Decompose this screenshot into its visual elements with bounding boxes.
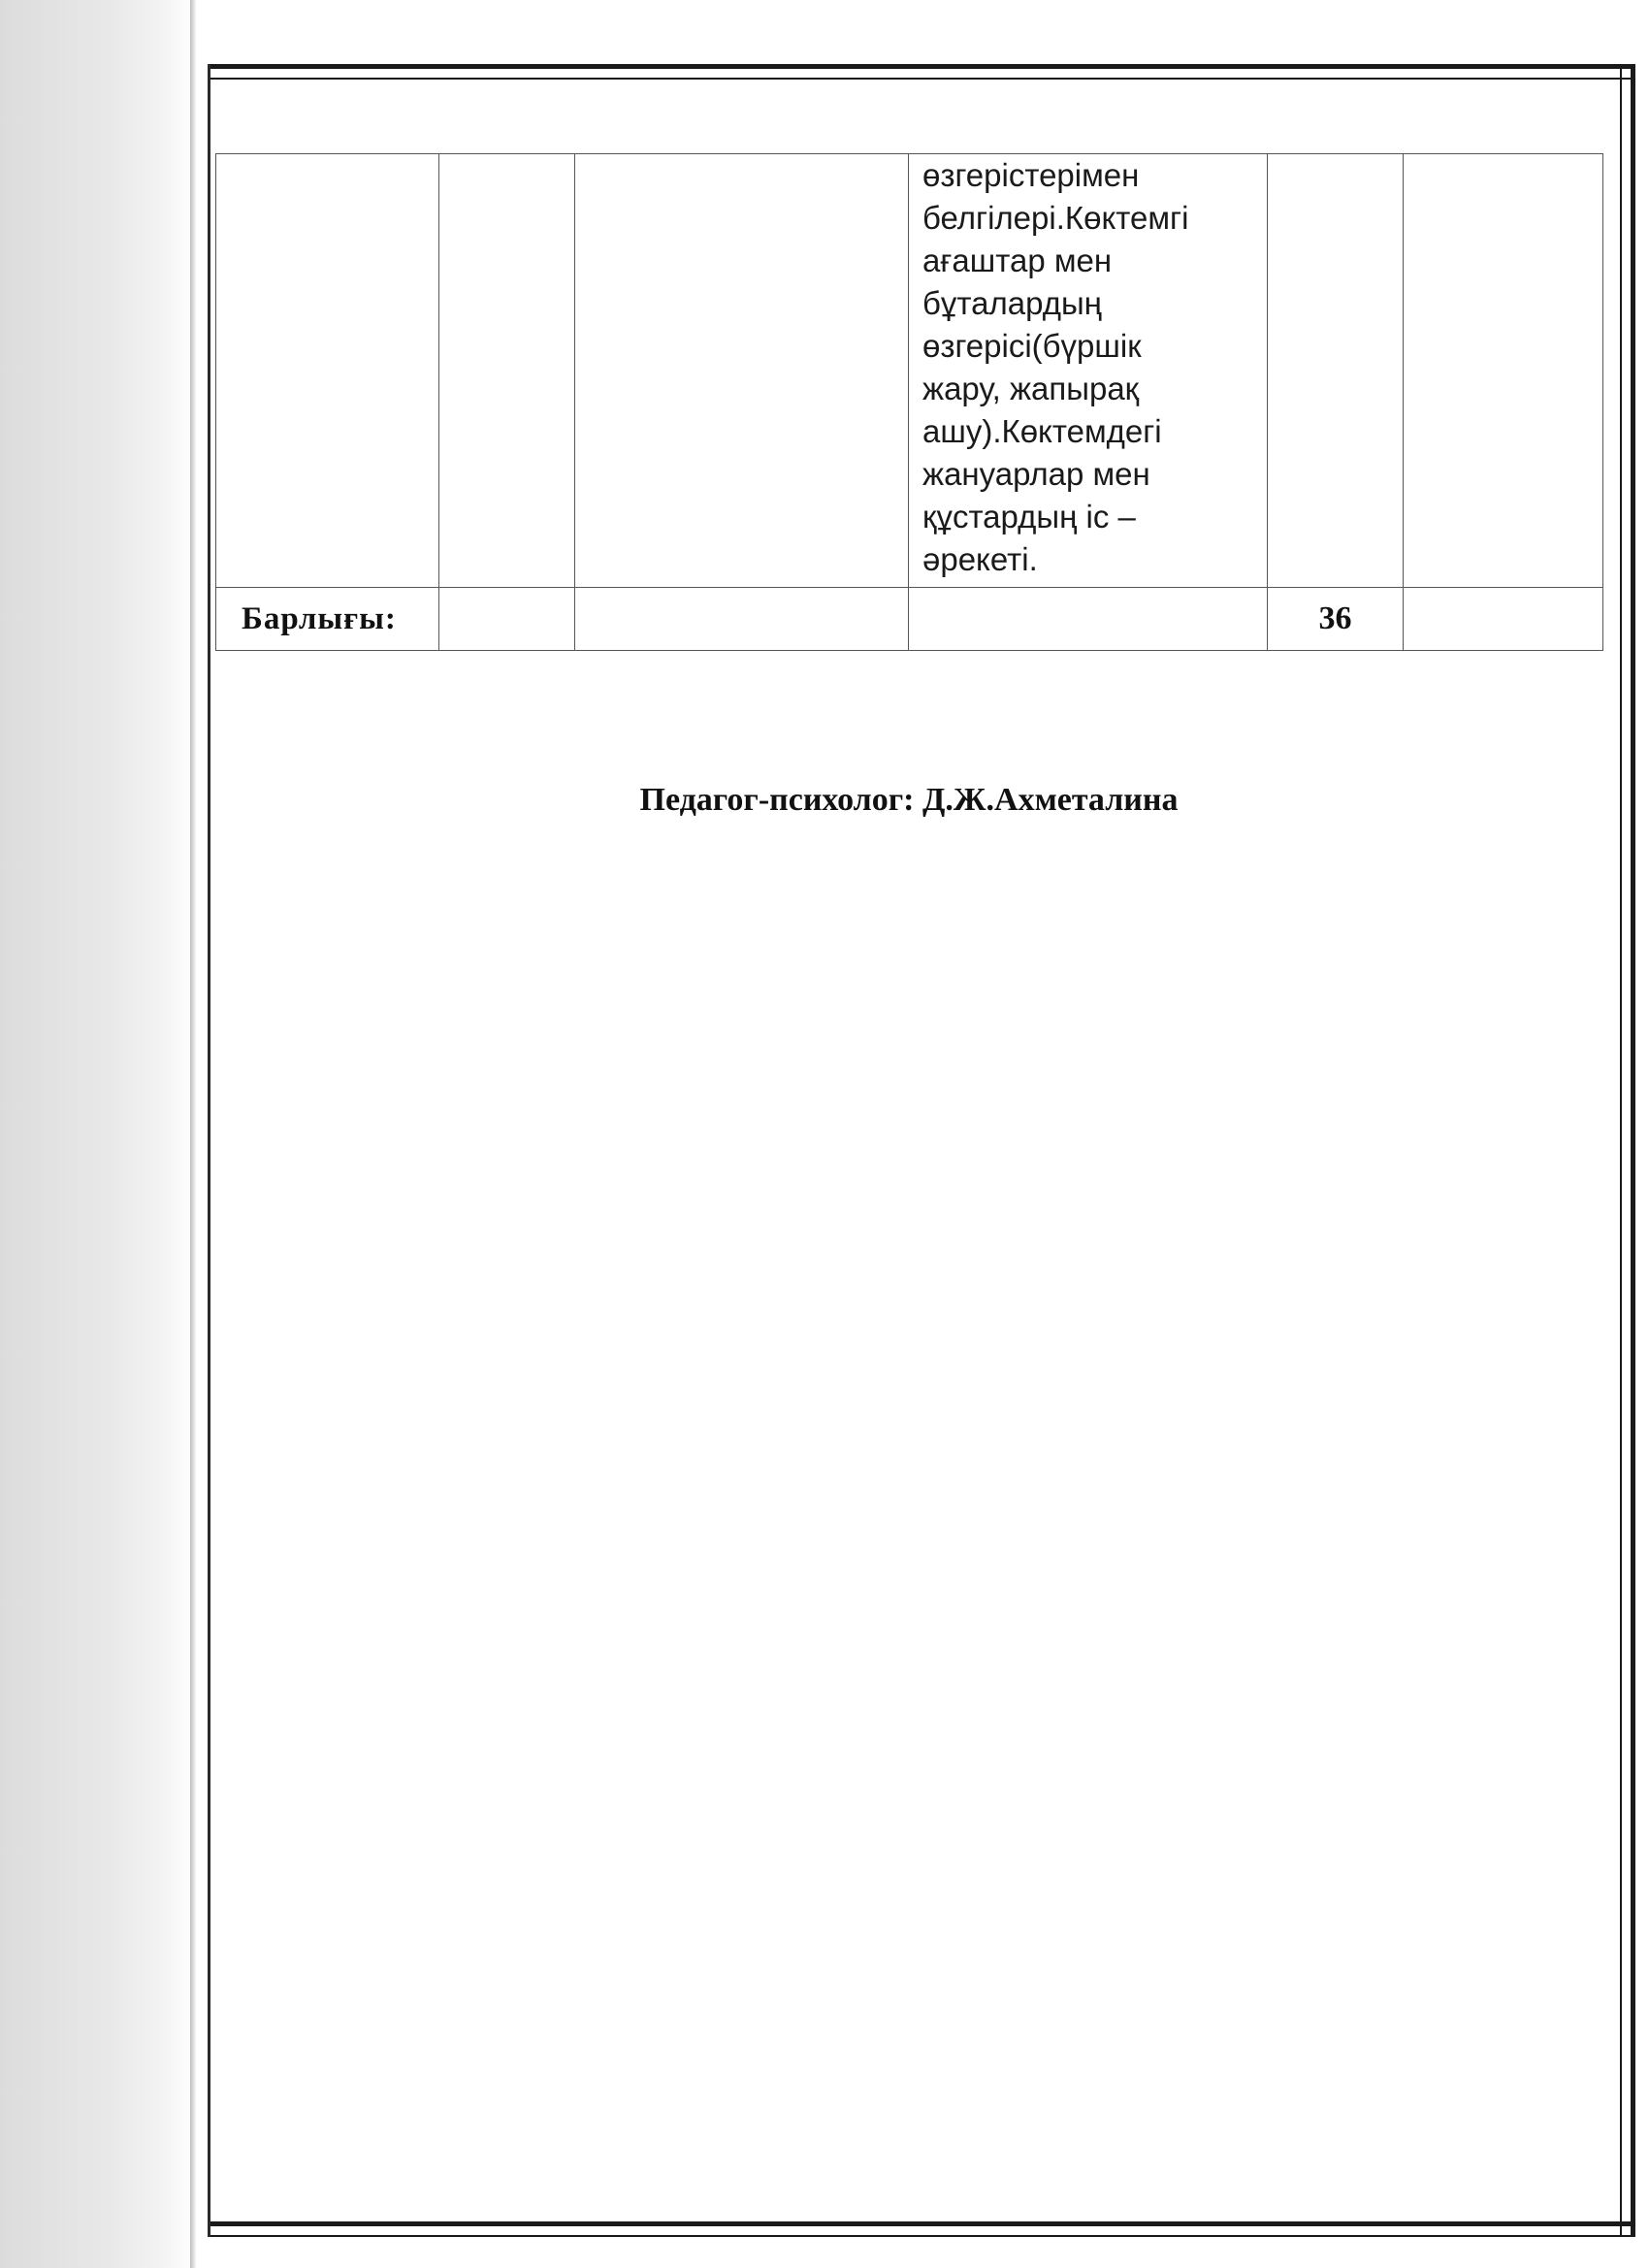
topic-line: өзгерісі(бүршік <box>922 328 1142 364</box>
topic-line: ашу).Көктемдегі <box>922 413 1162 449</box>
table-cell-empty <box>216 154 439 588</box>
table-cell-empty <box>1404 154 1603 588</box>
topic-line: өзгерістерімен <box>922 157 1140 193</box>
topic-text <box>909 154 1267 581</box>
table-cell-topic <box>909 154 1268 588</box>
table-cell-empty <box>439 154 575 588</box>
table-cell-empty <box>1404 588 1603 651</box>
table-cell-empty <box>575 588 909 651</box>
total-label-cell <box>216 588 439 651</box>
page-frame-bottom <box>208 2221 1635 2237</box>
page-frame-top <box>208 64 1635 80</box>
scan-gutter <box>0 0 194 2268</box>
table-cell-empty <box>439 588 575 651</box>
table-row <box>216 154 1603 588</box>
topic-line: құстардың іс – <box>922 499 1136 535</box>
topic-line: белгілері.Көктемгі <box>922 200 1189 236</box>
page-frame-right <box>1620 64 1635 2237</box>
total-label: Барлығы: <box>242 600 397 636</box>
topic-line: әрекеті. <box>922 541 1038 577</box>
total-row <box>216 588 1603 651</box>
table-cell-empty <box>575 154 909 588</box>
page-frame-left <box>208 64 213 2237</box>
table-cell-empty <box>909 588 1268 651</box>
total-hours: 36 <box>1318 600 1352 636</box>
topic-line: бұталардың <box>922 285 1102 321</box>
plan-table <box>215 153 1603 651</box>
topic-line: ағаштар мен <box>922 243 1113 278</box>
signature-line: Педагог-психолог: Д.Ж.Ахметалина <box>639 782 1179 818</box>
topic-line: жануарлар мен <box>922 456 1150 492</box>
table-cell-empty <box>1268 154 1404 588</box>
topic-line: жару, жапырақ <box>922 371 1140 406</box>
scan-page-edge <box>190 0 196 2268</box>
total-hours-cell <box>1268 588 1404 651</box>
